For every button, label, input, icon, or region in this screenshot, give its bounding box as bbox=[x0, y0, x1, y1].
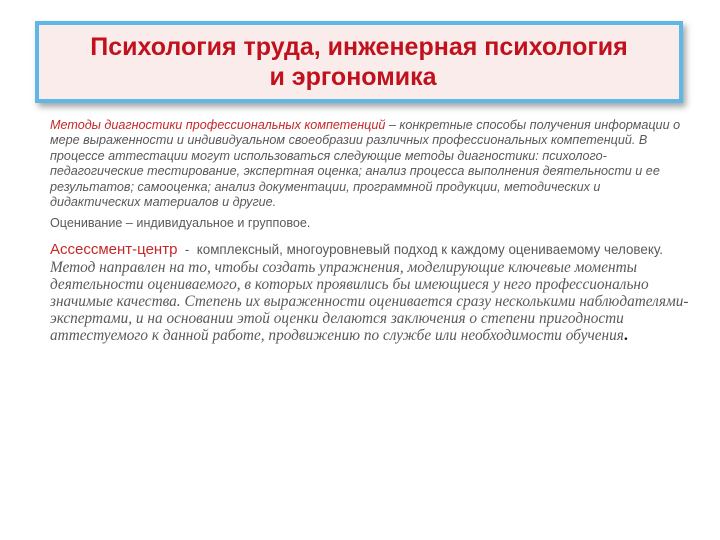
title-box bbox=[35, 21, 683, 103]
title-line-1: Психология труда, инженерная психология bbox=[90, 33, 628, 61]
assessment-definition: комплексный, многоуровневый подход к каждому оцениваемому человеку. bbox=[196, 242, 663, 258]
paragraph-evaluation: Оценивание – индивидуальное и групповое. bbox=[50, 216, 311, 231]
slide-content bbox=[50, 118, 690, 345]
title-line-2: и эргономика bbox=[269, 63, 437, 91]
methods-term: Методы диагностики профессиональных компетенций bbox=[50, 118, 386, 132]
assessment-term: Ассессмент-центр bbox=[50, 241, 178, 259]
methods-text: – конкретные способы получения информации о мере выраженности и индивидуальном своеобразии различных профессиональных компетенций. В процессе аттестации могут использоваться следующие методы диагностики: психолого-педагогические тестирование, экспертная оценка; анализ процесса выполнения деятельности и ее результатов; самооценка; анализ документации, программной продукции, методических и дидактических материалов и другие. bbox=[50, 118, 681, 210]
paragraph-methods bbox=[50, 118, 690, 210]
assessment-description: Метод направлен на то, чтобы создать упражнения, моделирующие ключевые моменты деятельности оцениваемого, в которых проявились бы имеющиеся у него профессионально значимые качества. Степень их выраженности оценивается сразу несколькими наблюдателями-экспертами, и на основании этой оценки делаются заключения о степени пригодности аттестуемого к данной работе, продвижению по службе или необходимости обучения bbox=[50, 258, 689, 345]
assessment-period: . bbox=[623, 327, 628, 345]
assessment-dash: - bbox=[177, 242, 197, 258]
paragraph-assessment-center bbox=[50, 241, 690, 344]
